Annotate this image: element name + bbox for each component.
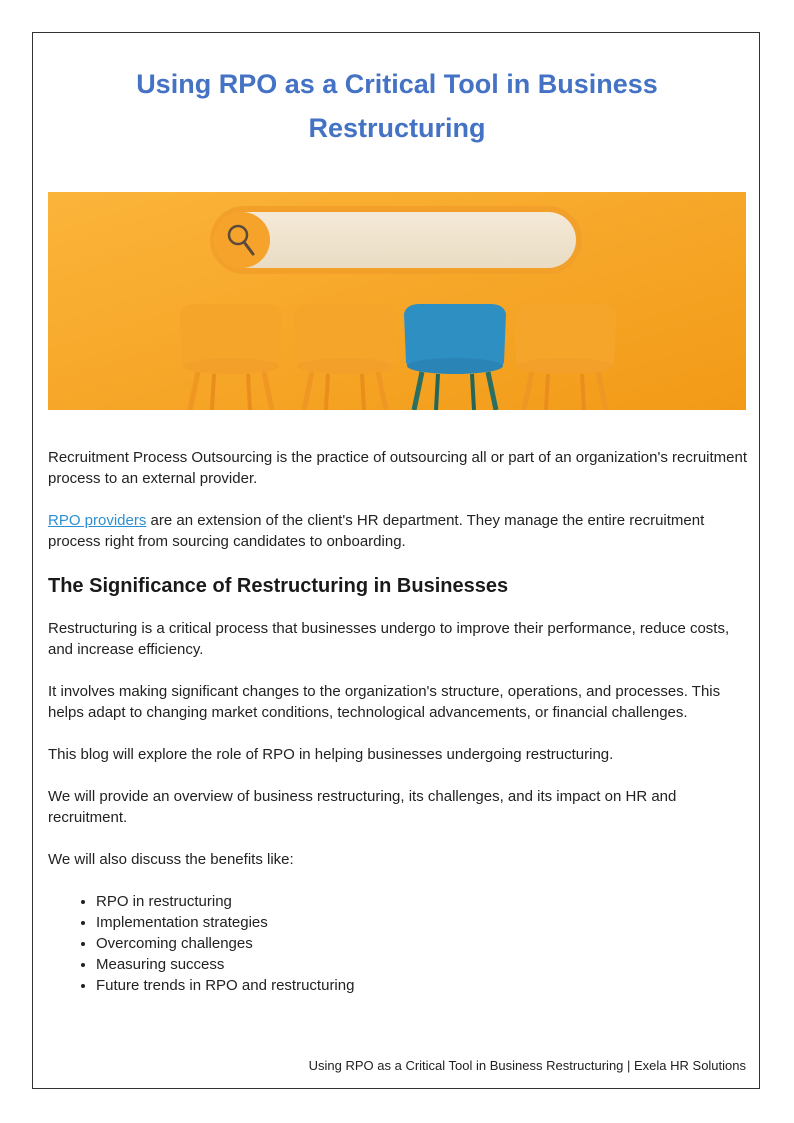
page-title: Using RPO as a Critical Tool in Business Restructuring	[136, 69, 658, 143]
list-item: • Future trends in RPO and restructuring	[96, 975, 750, 996]
intro-paragraph-text: are an extension of the client's HR department. They manage the entire recruitment process right from sourcing candidates to onboarding.	[48, 512, 705, 550]
intro-paragraph-providers	[48, 510, 750, 552]
article-body	[48, 447, 750, 996]
section-heading: The Significance of Restructuring in Businesses	[48, 575, 509, 597]
benefits-list	[48, 891, 750, 996]
intro-paragraph: Recruitment Process Outsourcing is the practice of outsourcing all or part of an organization's recruitment process to an external provider.	[48, 449, 748, 487]
section-paragraph: It involves making significant changes to the organization's structure, operations, and processes. This helps adapt to changing market conditions, technological advancements, or financial challenges.	[48, 683, 721, 721]
list-item: • RPO in restructuring	[96, 891, 750, 912]
hero-image	[48, 192, 746, 410]
page-footer: Using RPO as a Critical Tool in Business Restructuring | Exela HR Solutions	[308, 1058, 746, 1073]
section-paragraph: This blog will explore the role of RPO in helping businesses undergoing restructuring.	[48, 746, 614, 763]
list-item: • Implementation strategies	[96, 912, 750, 933]
list-item: • Overcoming challenges	[96, 933, 750, 954]
section-paragraph: We will also discuss the benefits like:	[48, 851, 294, 868]
search-bar-graphic	[210, 206, 582, 274]
section-paragraph: We will provide an overview of business restructuring, its challenges, and its impact on HR and recruitment.	[48, 788, 677, 826]
list-item: • Measuring success	[96, 954, 750, 975]
rpo-providers-link[interactable]: RPO providers	[48, 512, 147, 529]
section-paragraph: Restructuring is a critical process that businesses undergo to improve their performance, reduce costs, and increase efficiency.	[48, 620, 730, 658]
